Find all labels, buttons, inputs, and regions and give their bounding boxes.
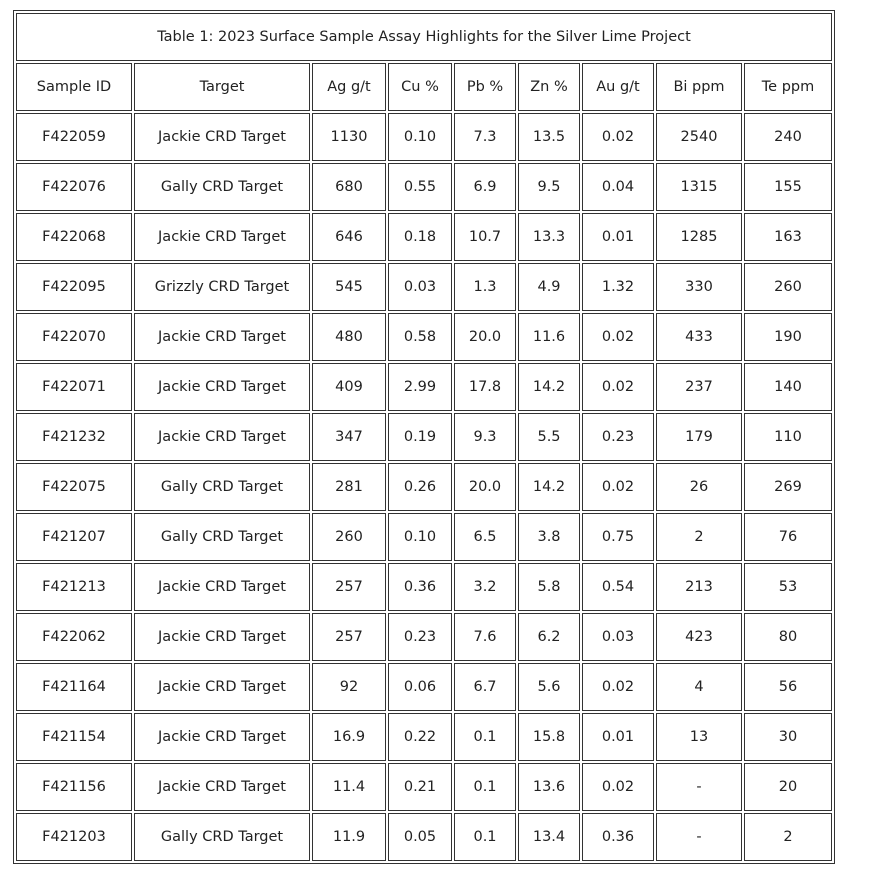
cell-te: 260 xyxy=(744,263,832,311)
cell-cu: 0.06 xyxy=(388,663,452,711)
cell-ag: 409 xyxy=(312,363,386,411)
cell-pb: 0.1 xyxy=(454,713,516,761)
cell-ag: 347 xyxy=(312,413,386,461)
cell-bi: 4 xyxy=(656,663,742,711)
cell-te: 110 xyxy=(744,413,832,461)
cell-bi: 26 xyxy=(656,463,742,511)
cell-cu: 0.22 xyxy=(388,713,452,761)
cell-zn: 14.2 xyxy=(518,363,580,411)
cell-cu: 0.18 xyxy=(388,213,452,261)
table-row xyxy=(16,263,832,311)
cell-ag: 11.4 xyxy=(312,763,386,811)
cell-sample-id: F421164 xyxy=(16,663,132,711)
cell-bi: - xyxy=(656,813,742,861)
cell-au: 0.03 xyxy=(582,613,654,661)
cell-cu: 0.55 xyxy=(388,163,452,211)
cell-sample-id: F422076 xyxy=(16,163,132,211)
cell-sample-id: F421203 xyxy=(16,813,132,861)
cell-au: 0.02 xyxy=(582,663,654,711)
table-row xyxy=(16,763,832,811)
cell-sample-id: F421156 xyxy=(16,763,132,811)
cell-bi: 213 xyxy=(656,563,742,611)
cell-ag: 257 xyxy=(312,563,386,611)
cell-zn: 13.3 xyxy=(518,213,580,261)
cell-pb: 9.3 xyxy=(454,413,516,461)
cell-target: Gally CRD Target xyxy=(134,813,310,861)
header-zn: Zn % xyxy=(518,63,580,111)
cell-au: 1.32 xyxy=(582,263,654,311)
cell-bi: 179 xyxy=(656,413,742,461)
cell-pb: 0.1 xyxy=(454,763,516,811)
cell-ag: 1130 xyxy=(312,113,386,161)
header-pb: Pb % xyxy=(454,63,516,111)
cell-zn: 5.5 xyxy=(518,413,580,461)
cell-pb: 6.5 xyxy=(454,513,516,561)
cell-pb: 17.8 xyxy=(454,363,516,411)
cell-pb: 6.9 xyxy=(454,163,516,211)
table-row xyxy=(16,163,832,211)
table-row xyxy=(16,363,832,411)
header-au: Au g/t xyxy=(582,63,654,111)
cell-target: Jackie CRD Target xyxy=(134,563,310,611)
cell-pb: 20.0 xyxy=(454,313,516,361)
cell-cu: 0.26 xyxy=(388,463,452,511)
cell-pb: 0.1 xyxy=(454,813,516,861)
cell-au: 0.54 xyxy=(582,563,654,611)
cell-au: 0.02 xyxy=(582,113,654,161)
cell-target: Jackie CRD Target xyxy=(134,413,310,461)
cell-target: Jackie CRD Target xyxy=(134,313,310,361)
cell-te: 2 xyxy=(744,813,832,861)
cell-cu: 2.99 xyxy=(388,363,452,411)
cell-zn: 15.8 xyxy=(518,713,580,761)
cell-pb: 10.7 xyxy=(454,213,516,261)
cell-sample-id: F421207 xyxy=(16,513,132,561)
cell-pb: 7.6 xyxy=(454,613,516,661)
cell-sample-id: F421232 xyxy=(16,413,132,461)
cell-ag: 16.9 xyxy=(312,713,386,761)
cell-target: Gally CRD Target xyxy=(134,463,310,511)
table-row xyxy=(16,413,832,461)
cell-target: Jackie CRD Target xyxy=(134,363,310,411)
cell-te: 53 xyxy=(744,563,832,611)
cell-ag: 260 xyxy=(312,513,386,561)
cell-zn: 13.6 xyxy=(518,763,580,811)
cell-te: 269 xyxy=(744,463,832,511)
cell-cu: 0.03 xyxy=(388,263,452,311)
cell-cu: 0.05 xyxy=(388,813,452,861)
cell-ag: 545 xyxy=(312,263,386,311)
header-target: Target xyxy=(134,63,310,111)
cell-ag: 11.9 xyxy=(312,813,386,861)
cell-ag: 257 xyxy=(312,613,386,661)
cell-te: 80 xyxy=(744,613,832,661)
table-row xyxy=(16,113,832,161)
cell-zn: 11.6 xyxy=(518,313,580,361)
header-te: Te ppm xyxy=(744,63,832,111)
cell-cu: 0.58 xyxy=(388,313,452,361)
cell-au: 0.01 xyxy=(582,713,654,761)
cell-bi: 433 xyxy=(656,313,742,361)
table-row xyxy=(16,713,832,761)
cell-te: 155 xyxy=(744,163,832,211)
cell-sample-id: F422068 xyxy=(16,213,132,261)
cell-ag: 480 xyxy=(312,313,386,361)
header-sample-id: Sample ID xyxy=(16,63,132,111)
cell-zn: 4.9 xyxy=(518,263,580,311)
cell-target: Jackie CRD Target xyxy=(134,663,310,711)
cell-sample-id: F422062 xyxy=(16,613,132,661)
cell-cu: 0.36 xyxy=(388,563,452,611)
table-row xyxy=(16,813,832,861)
header-ag: Ag g/t xyxy=(312,63,386,111)
cell-zn: 9.5 xyxy=(518,163,580,211)
cell-au: 0.04 xyxy=(582,163,654,211)
table-caption-row xyxy=(16,13,832,61)
cell-bi: 13 xyxy=(656,713,742,761)
table-row xyxy=(16,313,832,361)
cell-au: 0.02 xyxy=(582,313,654,361)
cell-au: 0.02 xyxy=(582,463,654,511)
cell-target: Jackie CRD Target xyxy=(134,763,310,811)
table-row xyxy=(16,563,832,611)
cell-pb: 6.7 xyxy=(454,663,516,711)
cell-cu: 0.19 xyxy=(388,413,452,461)
cell-bi: 1315 xyxy=(656,163,742,211)
cell-target: Grizzly CRD Target xyxy=(134,263,310,311)
cell-te: 240 xyxy=(744,113,832,161)
cell-ag: 92 xyxy=(312,663,386,711)
assay-table-container xyxy=(15,10,835,864)
cell-target: Gally CRD Target xyxy=(134,513,310,561)
cell-cu: 0.21 xyxy=(388,763,452,811)
cell-target: Gally CRD Target xyxy=(134,163,310,211)
cell-ag: 646 xyxy=(312,213,386,261)
cell-zn: 5.8 xyxy=(518,563,580,611)
table-header-row xyxy=(16,63,832,111)
cell-te: 190 xyxy=(744,313,832,361)
cell-cu: 0.23 xyxy=(388,613,452,661)
cell-te: 20 xyxy=(744,763,832,811)
cell-zn: 5.6 xyxy=(518,663,580,711)
cell-sample-id: F421154 xyxy=(16,713,132,761)
table-caption: Table 1: 2023 Surface Sample Assay Highlights for the Silver Lime Project xyxy=(16,13,832,61)
cell-bi: - xyxy=(656,763,742,811)
cell-cu: 0.10 xyxy=(388,113,452,161)
cell-bi: 237 xyxy=(656,363,742,411)
table-row xyxy=(16,463,832,511)
table-row xyxy=(16,663,832,711)
cell-au: 0.02 xyxy=(582,363,654,411)
cell-sample-id: F422070 xyxy=(16,313,132,361)
cell-ag: 281 xyxy=(312,463,386,511)
header-cu: Cu % xyxy=(388,63,452,111)
cell-zn: 14.2 xyxy=(518,463,580,511)
cell-cu: 0.10 xyxy=(388,513,452,561)
table-row xyxy=(16,513,832,561)
cell-au: 0.75 xyxy=(582,513,654,561)
cell-zn: 3.8 xyxy=(518,513,580,561)
cell-pb: 1.3 xyxy=(454,263,516,311)
cell-te: 163 xyxy=(744,213,832,261)
cell-au: 0.23 xyxy=(582,413,654,461)
cell-pb: 7.3 xyxy=(454,113,516,161)
cell-pb: 3.2 xyxy=(454,563,516,611)
cell-pb: 20.0 xyxy=(454,463,516,511)
cell-zn: 13.4 xyxy=(518,813,580,861)
table-row xyxy=(16,613,832,661)
cell-bi: 330 xyxy=(656,263,742,311)
cell-zn: 6.2 xyxy=(518,613,580,661)
cell-te: 76 xyxy=(744,513,832,561)
cell-sample-id: F422075 xyxy=(16,463,132,511)
cell-ag: 680 xyxy=(312,163,386,211)
cell-sample-id: F422059 xyxy=(16,113,132,161)
cell-target: Jackie CRD Target xyxy=(134,213,310,261)
cell-au: 0.01 xyxy=(582,213,654,261)
cell-bi: 423 xyxy=(656,613,742,661)
cell-te: 56 xyxy=(744,663,832,711)
cell-sample-id: F421213 xyxy=(16,563,132,611)
cell-te: 30 xyxy=(744,713,832,761)
cell-au: 0.36 xyxy=(582,813,654,861)
cell-bi: 2 xyxy=(656,513,742,561)
cell-sample-id: F422071 xyxy=(16,363,132,411)
table-row xyxy=(16,213,832,261)
cell-target: Jackie CRD Target xyxy=(134,113,310,161)
cell-target: Jackie CRD Target xyxy=(134,613,310,661)
assay-table-body xyxy=(16,13,832,861)
assay-table xyxy=(13,10,835,864)
header-bi: Bi ppm xyxy=(656,63,742,111)
cell-bi: 2540 xyxy=(656,113,742,161)
cell-sample-id: F422095 xyxy=(16,263,132,311)
cell-target: Jackie CRD Target xyxy=(134,713,310,761)
cell-zn: 13.5 xyxy=(518,113,580,161)
cell-bi: 1285 xyxy=(656,213,742,261)
cell-te: 140 xyxy=(744,363,832,411)
cell-au: 0.02 xyxy=(582,763,654,811)
